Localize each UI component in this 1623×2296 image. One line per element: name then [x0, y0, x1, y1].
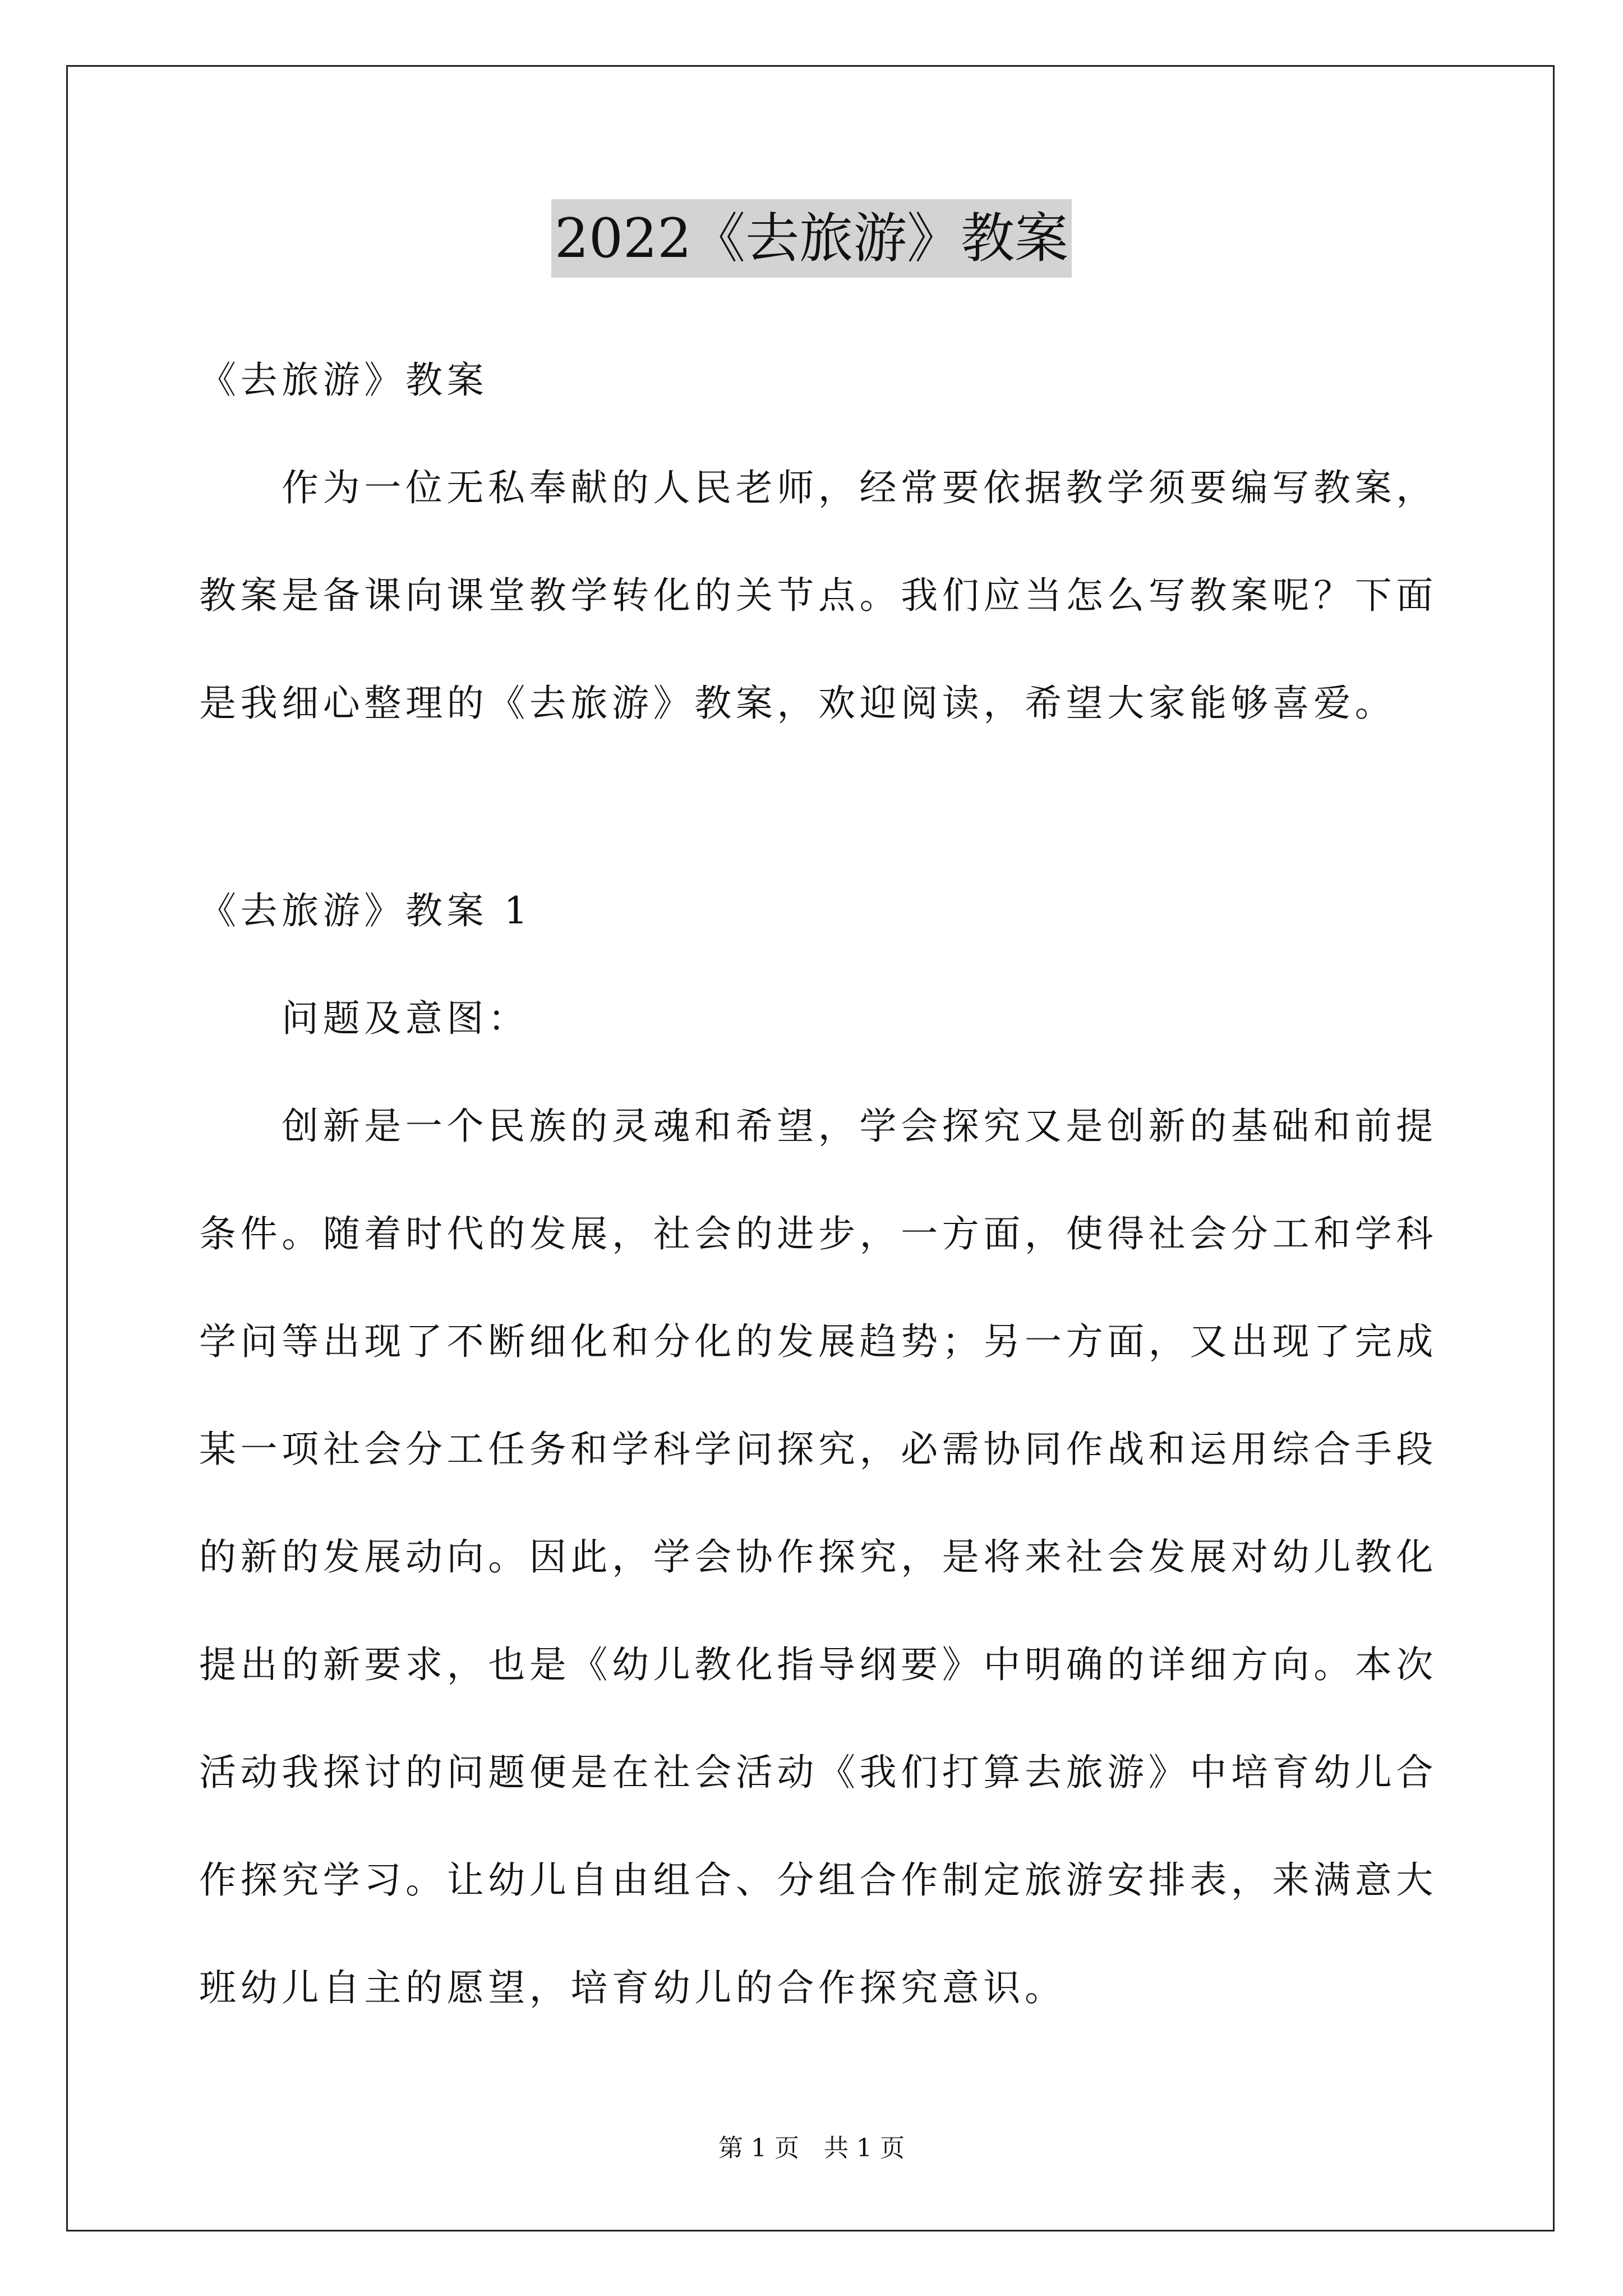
page-footer: 第 1 页 共 1 页 [718, 2134, 905, 2162]
question-heading: 问题及意图： [282, 997, 529, 1040]
body-line: 创新是一个民族的灵魂和希望，学会探究又是创新的基础和前提 [282, 1105, 1437, 1148]
document-title: 2022《去旅游》教案 [551, 199, 1072, 278]
intro-line: 是我细心整理的《去旅游》教案，欢迎阅读，希望大家能够喜爱。 [199, 682, 1396, 725]
body-line: 的新的发展动向。因此，学会协作探究，是将来社会发展对幼儿教化 [199, 1535, 1437, 1579]
body-line: 班幼儿自主的愿望，培育幼儿的合作探究意识。 [199, 1966, 1066, 2009]
body-line: 作探究学习。让幼儿自由组合、分组合作制定旅游安排表，来满意大 [199, 1858, 1437, 1902]
body-line: 提出的新要求，也是《幼儿教化指导纲要》中明确的详细方向。本次 [199, 1643, 1437, 1686]
subtitle: 《去旅游》教案 [199, 358, 488, 402]
body-line: 条件。随着时代的发展，社会的进步，一方面，使得社会分工和学科 [199, 1212, 1437, 1255]
section-heading: 《去旅游》教案 1 [199, 889, 532, 932]
body-line: 学问等出现了不断细化和分化的发展趋势；另一方面，又出现了完成 [199, 1320, 1437, 1363]
intro-line: 教案是备课向课堂教学转化的关节点。我们应当怎么写教案呢？下面 [199, 574, 1437, 617]
intro-line: 作为一位无私奉献的人民老师，经常要依据教学须要编写教案， [282, 466, 1437, 509]
body-line: 某一项社会分工任务和学科学问探究，必需协同作战和运用综合手段 [199, 1428, 1437, 1471]
body-line: 活动我探讨的问题便是在社会活动《我们打算去旅游》中培育幼儿合 [199, 1751, 1437, 1794]
title-container [0, 199, 1623, 278]
